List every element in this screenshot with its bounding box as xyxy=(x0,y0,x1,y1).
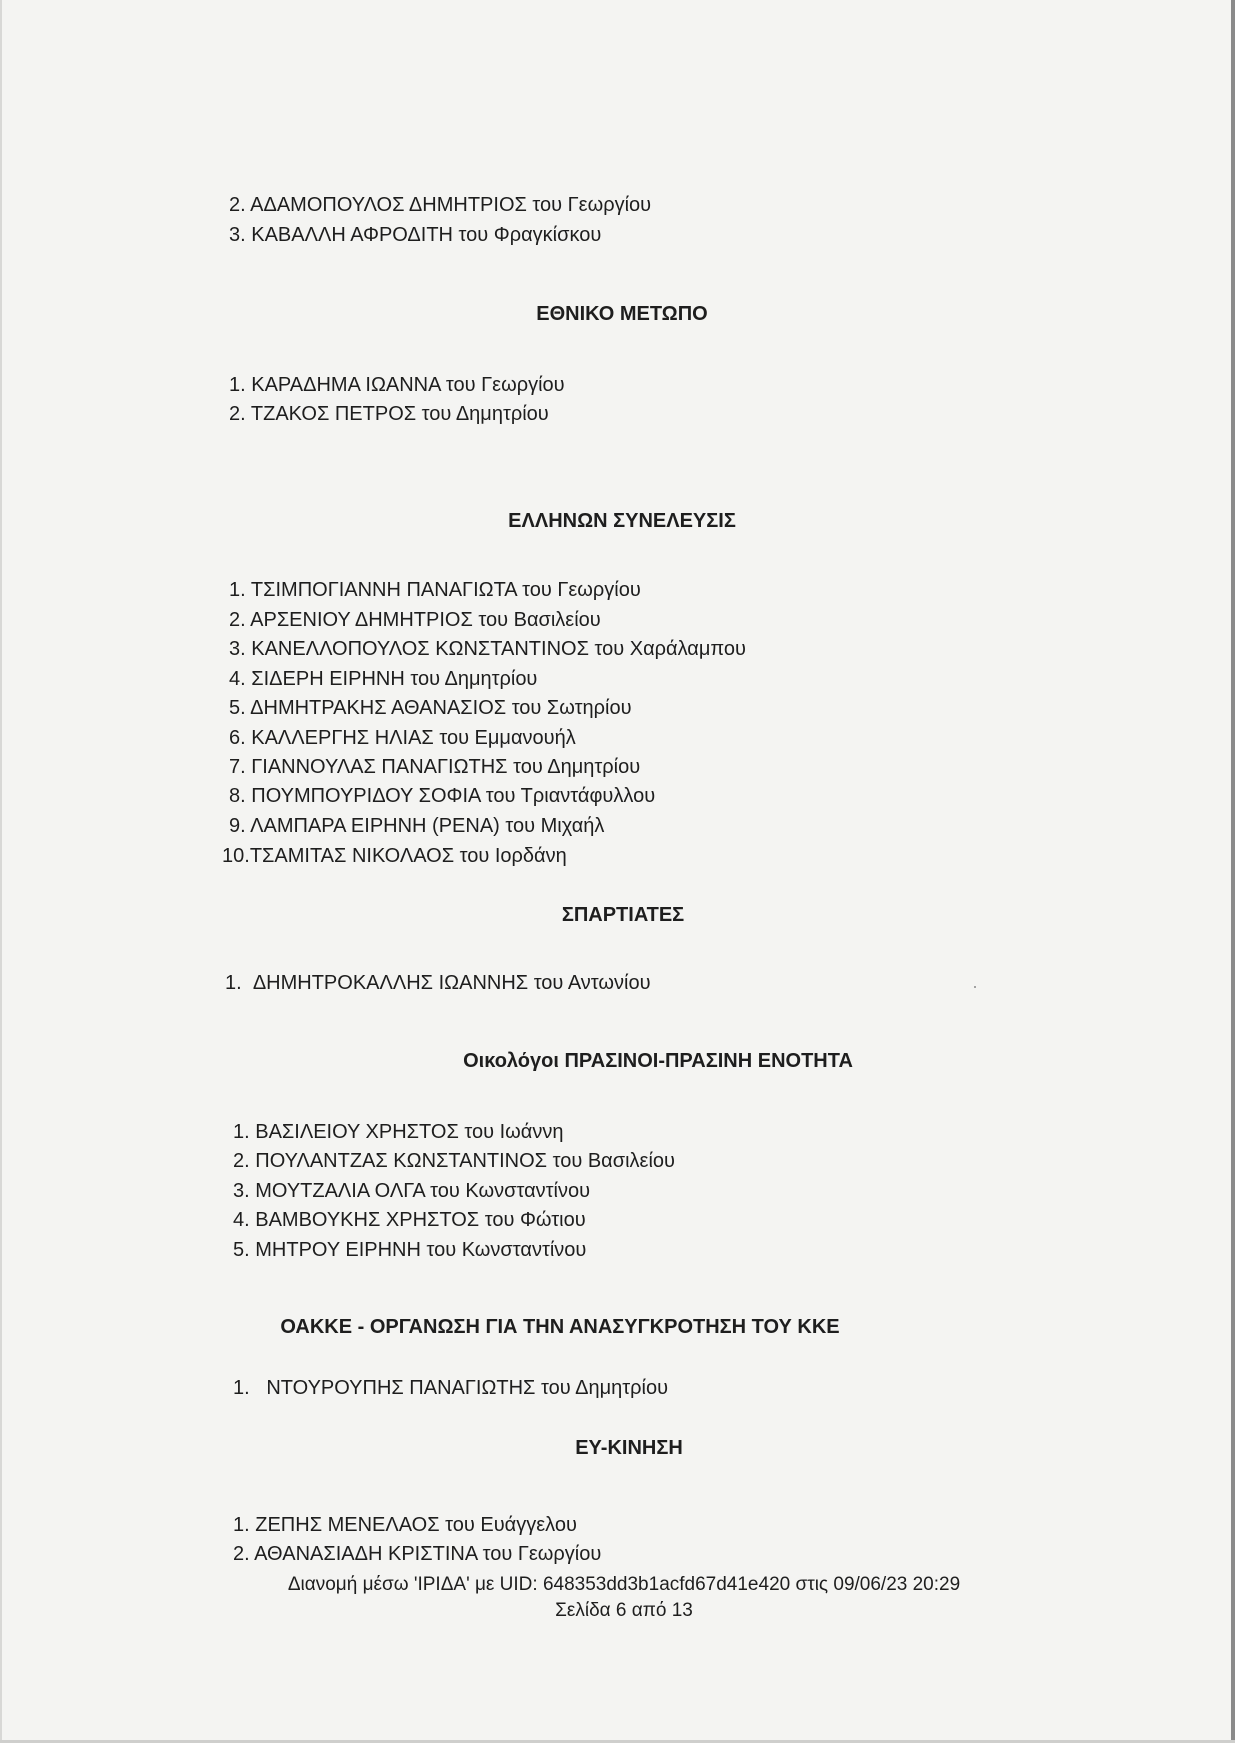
item-text: ΛΑΜΠΑΡΑ ΕΙΡΗΝΗ (ΡΕΝΑ) του Μιχαήλ xyxy=(250,815,605,837)
item-number: 8. xyxy=(229,785,246,807)
list-item xyxy=(229,578,641,602)
list-item xyxy=(229,402,549,426)
item-number: 2. xyxy=(229,403,246,425)
item-number: 1. xyxy=(229,374,246,396)
item-number: 2. xyxy=(233,1150,250,1172)
item-text: ΤΣΑΜΙΤΑΣ ΝΙΚΟΛΑΟΣ του Ιορδάνη xyxy=(249,845,567,867)
item-text: ΑΘΑΝΑΣΙΑΔΗ ΚΡΙΣΤΙΝΑ του Γεωργίου xyxy=(254,1543,602,1565)
item-text: ΔΗΜΗΤΡΟΚΑΛΛΗΣ ΙΩΑΝΝΗΣ του Αντωνίου xyxy=(252,972,651,994)
item-number: 1. xyxy=(225,972,242,994)
item-text: ΑΔΑΜΟΠΟΥΛΟΣ ΔΗΜΗΤΡΙΟΣ του Γεωργίου xyxy=(250,194,652,216)
party-heading: ΣΠΑΡΤΙΑΤΕΣ xyxy=(561,904,685,926)
item-number: 1. xyxy=(233,1514,250,1536)
list-item xyxy=(233,1179,590,1203)
list-item xyxy=(229,223,601,247)
item-text: ΤΣΙΜΠΟΓΙΑΝΝΗ ΠΑΝΑΓΙΩΤΑ του Γεωργίου xyxy=(250,579,641,601)
list-item xyxy=(229,373,565,397)
item-number: 2. xyxy=(229,194,246,216)
list-item xyxy=(229,667,537,691)
list-item xyxy=(229,193,651,217)
item-number: 10. xyxy=(222,845,250,867)
item-number: 3. xyxy=(233,1180,250,1202)
item-text: ΚΑΒΑΛΛΗ ΑΦΡΟΔΙΤΗ του Φραγκίσκου xyxy=(251,224,602,246)
list-item xyxy=(229,755,640,779)
item-text: ΓΙΑΝΝΟΥΛΑΣ ΠΑΝΑΓΙΩΤΗΣ του Δημητρίου xyxy=(251,756,641,778)
list-item xyxy=(222,844,567,868)
distribution-footer: Διανομή μέσω 'ΙΡΙΔΑ' με UID: 648353dd3b1acfd67d41e420 στις 09/06/23 20:29 xyxy=(287,1574,961,1595)
list-item xyxy=(233,1208,586,1232)
item-number: 7. xyxy=(229,756,246,778)
item-number: 1. xyxy=(233,1121,250,1143)
item-number: 2. xyxy=(229,609,246,631)
item-text: ΚΑΝΕΛΛΟΠΟΥΛΟΣ ΚΩΝΣΤΑΝΤΙΝΟΣ του Χαράλαμπου xyxy=(251,638,746,660)
item-text: ΚΑΡΑΔΗΜΑ ΙΩΑΝΝΑ του Γεωργίου xyxy=(251,374,565,396)
party-heading: Οικολόγοι ΠΡΑΣΙΝΟΙ-ΠΡΑΣΙΝΗ ΕΝΟΤΗΤΑ xyxy=(463,1050,853,1072)
item-text: ΖΕΠΗΣ ΜΕΝΕΛΑΟΣ του Ευάγγελου xyxy=(255,1514,577,1536)
item-number: 5. xyxy=(229,697,246,719)
item-text: ΠΟΥΜΠΟΥΡΙΔΟΥ ΣΟΦΙΑ του Τριαντάφυλλου xyxy=(251,785,656,807)
item-number: 4. xyxy=(233,1209,250,1231)
list-item xyxy=(229,814,604,838)
list-item xyxy=(229,637,746,661)
party-heading: ΕΛΛΗΝΩΝ ΣΥΝΕΛΕΥΣΙΣ xyxy=(508,510,736,532)
item-number: 2. xyxy=(233,1543,250,1565)
item-text: ΚΑΛΛΕΡΓΗΣ ΗΛΙΑΣ του Εμμανουήλ xyxy=(251,727,576,749)
item-number: 3. xyxy=(229,638,246,660)
item-text: ΒΑΣΙΛΕΙΟΥ ΧΡΗΣΤΟΣ του Ιωάννη xyxy=(255,1121,564,1143)
list-item xyxy=(233,1238,586,1262)
item-text: ΣΙΔΕΡΗ ΕΙΡΗΝΗ του Δημητρίου xyxy=(251,668,538,690)
list-item xyxy=(233,1513,577,1537)
item-text: ΠΟΥΛΑΝΤΖΑΣ ΚΩΝΣΤΑΝΤΙΝΟΣ του Βασιλείου xyxy=(255,1150,675,1172)
list-item xyxy=(229,784,655,808)
list-item xyxy=(233,1542,601,1566)
item-text: ΒΑΜΒΟΥΚΗΣ ΧΡΗΣΤΟΣ του Φώτιου xyxy=(255,1209,586,1231)
item-text: ΜΗΤΡΟΥ ΕΙΡΗΝΗ του Κωνσταντίνου xyxy=(255,1239,587,1261)
item-number: 6. xyxy=(229,727,246,749)
item-number: 1. xyxy=(233,1377,250,1399)
list-item xyxy=(229,726,576,750)
item-number: 3. xyxy=(229,224,246,246)
scan-speck xyxy=(974,986,976,988)
scan-edge xyxy=(1231,0,1235,1743)
list-item xyxy=(225,971,651,995)
list-item xyxy=(233,1149,675,1173)
item-text: ΑΡΣΕΝΙΟΥ ΔΗΜΗΤΡΙΟΣ του Βασιλείου xyxy=(250,609,601,631)
item-number: 4. xyxy=(229,668,246,690)
page-number: Σελίδα 6 από 13 xyxy=(555,1600,693,1621)
item-text: ΜΟΥΤΖΑΛΙΑ ΟΛΓΑ του Κωνσταντίνου xyxy=(255,1180,591,1202)
item-number: 1. xyxy=(229,579,246,601)
list-item xyxy=(229,608,601,632)
item-number: 5. xyxy=(233,1239,250,1261)
party-heading: ΕΥ-ΚΙΝΗΣΗ xyxy=(575,1437,683,1459)
item-number: 9. xyxy=(229,815,246,837)
party-heading: ΟΑΚΚΕ - ΟΡΓΑΝΩΣΗ ΓΙΑ ΤΗΝ ΑΝΑΣΥΓΚΡΟΤΗΣΗ ΤΟΥ ΚΚΕ xyxy=(280,1316,840,1338)
party-heading: ΕΘΝΙΚΟ ΜΕΤΩΠΟ xyxy=(536,303,708,325)
list-item xyxy=(229,696,632,720)
list-item xyxy=(233,1120,563,1144)
item-text: ΔΗΜΗΤΡΑΚΗΣ ΑΘΑΝΑΣΙΟΣ του Σωτηρίου xyxy=(250,697,632,719)
item-text: ΝΤΟΥΡΟΥΠΗΣ ΠΑΝΑΓΙΩΤΗΣ του Δημητρίου xyxy=(266,1377,669,1399)
list-item xyxy=(233,1376,668,1400)
scan-edge xyxy=(0,0,2,1743)
item-text: ΤΖΑΚΟΣ ΠΕΤΡΟΣ του Δημητρίου xyxy=(250,403,549,425)
